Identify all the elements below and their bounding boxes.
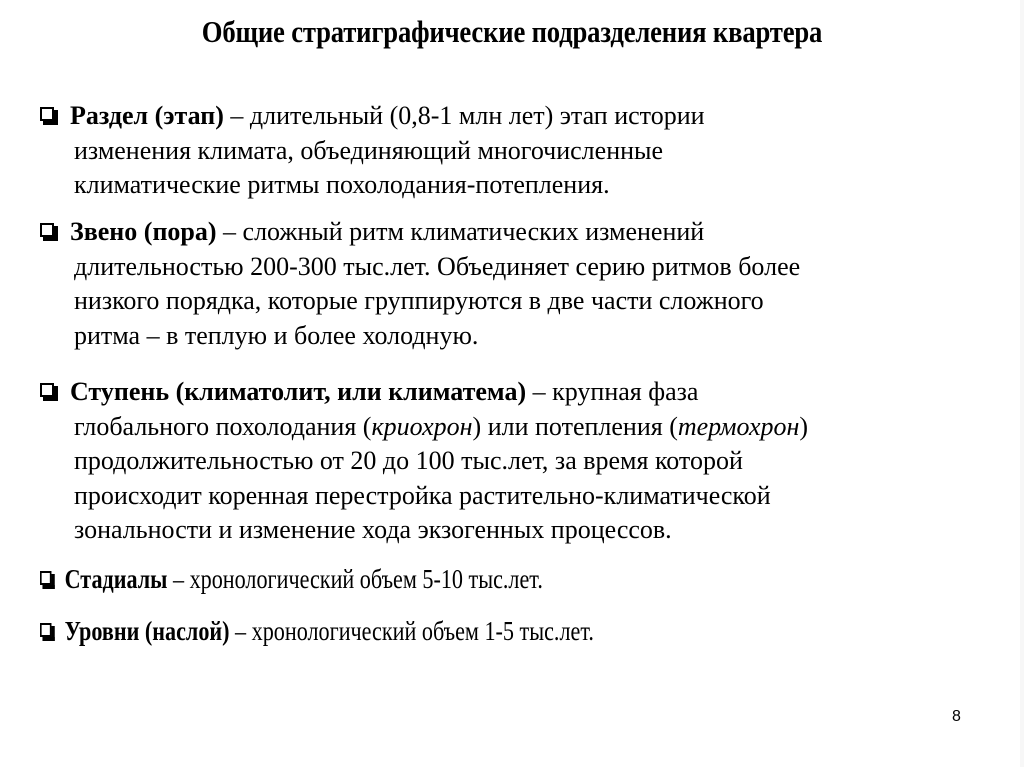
item-text-line: происходит коренная перестройка растительно-климатической: [74, 480, 771, 510]
item-text-line: низкого порядка, которые группируются в две части сложного: [74, 286, 764, 315]
bullet-item-stupen: [40, 375, 1000, 548]
item-text-line: зональности и изменение хода экзогенных процессов.: [74, 515, 672, 544]
page-number: 8: [952, 708, 961, 725]
text-fragment: ) или потепления (: [472, 411, 678, 441]
item-text-line: хронологический объем 1-5 тыс.лет.: [251, 616, 594, 646]
item-dash: –: [167, 564, 190, 594]
item-dash: –: [223, 101, 250, 130]
square-bullet-icon: [40, 107, 58, 125]
bullet-item-stadialy: [40, 562, 827, 597]
square-bullet-icon: [40, 383, 58, 401]
bullet-item-zveno: [40, 215, 1000, 353]
item-text-line: хронологический объем 5-10 тыс.лет.: [189, 564, 543, 594]
item-term: Уровни (наслой): [64, 616, 230, 646]
item-first-line: [40, 614, 827, 649]
square-bullet-icon: [40, 623, 55, 641]
item-text-line: изменения климата, объединяющий многочисленные: [74, 135, 664, 165]
item-first-line: [40, 375, 1000, 410]
item-term: Звено (пора): [70, 217, 217, 246]
italic-term-termokhron: термохрон: [677, 411, 800, 441]
slide-title: Общие стратиграфические подразделения квартера: [201, 14, 823, 49]
item-text-line: крупная фаза: [552, 377, 699, 406]
item-dash: –: [526, 377, 553, 406]
item-text-line: длительностью 200-300 тыс.лет. Объединяет серию ритмов более: [74, 251, 801, 281]
item-text-line: климатические ритмы похолодания-потепления.: [74, 170, 610, 199]
item-text-line: длительный (0,8-1 млн лет) этап истории: [249, 101, 705, 130]
text-fragment: глобального похолодания (: [74, 411, 372, 441]
slide-edge: [1020, 0, 1024, 767]
italic-term-kriokhron: криохрон: [371, 411, 473, 441]
item-text-line: продолжительностью от 20 до 100 тыс.лет, за время которой: [74, 446, 743, 475]
item-dash: –: [216, 217, 243, 246]
bullet-item-urovni: [40, 614, 827, 649]
square-bullet-icon: [40, 571, 55, 589]
item-first-line: [40, 99, 1000, 134]
item-first-line: [40, 562, 827, 597]
item-term: Стадиалы: [64, 564, 168, 594]
text-fragment: ): [799, 411, 809, 441]
square-bullet-icon: [40, 223, 58, 241]
item-text-line: [40, 410, 1000, 445]
item-dash: –: [229, 616, 252, 646]
item-term: Ступень (климатолит, или климатема): [70, 377, 527, 406]
item-first-line: [40, 215, 1000, 250]
item-text-line: ритма – в теплую и более холодную.: [74, 320, 479, 350]
item-text-line: сложный ритм климатических изменений: [242, 217, 705, 246]
bullet-item-razdel: [40, 99, 1000, 203]
item-term: Раздел (этап): [70, 101, 224, 130]
